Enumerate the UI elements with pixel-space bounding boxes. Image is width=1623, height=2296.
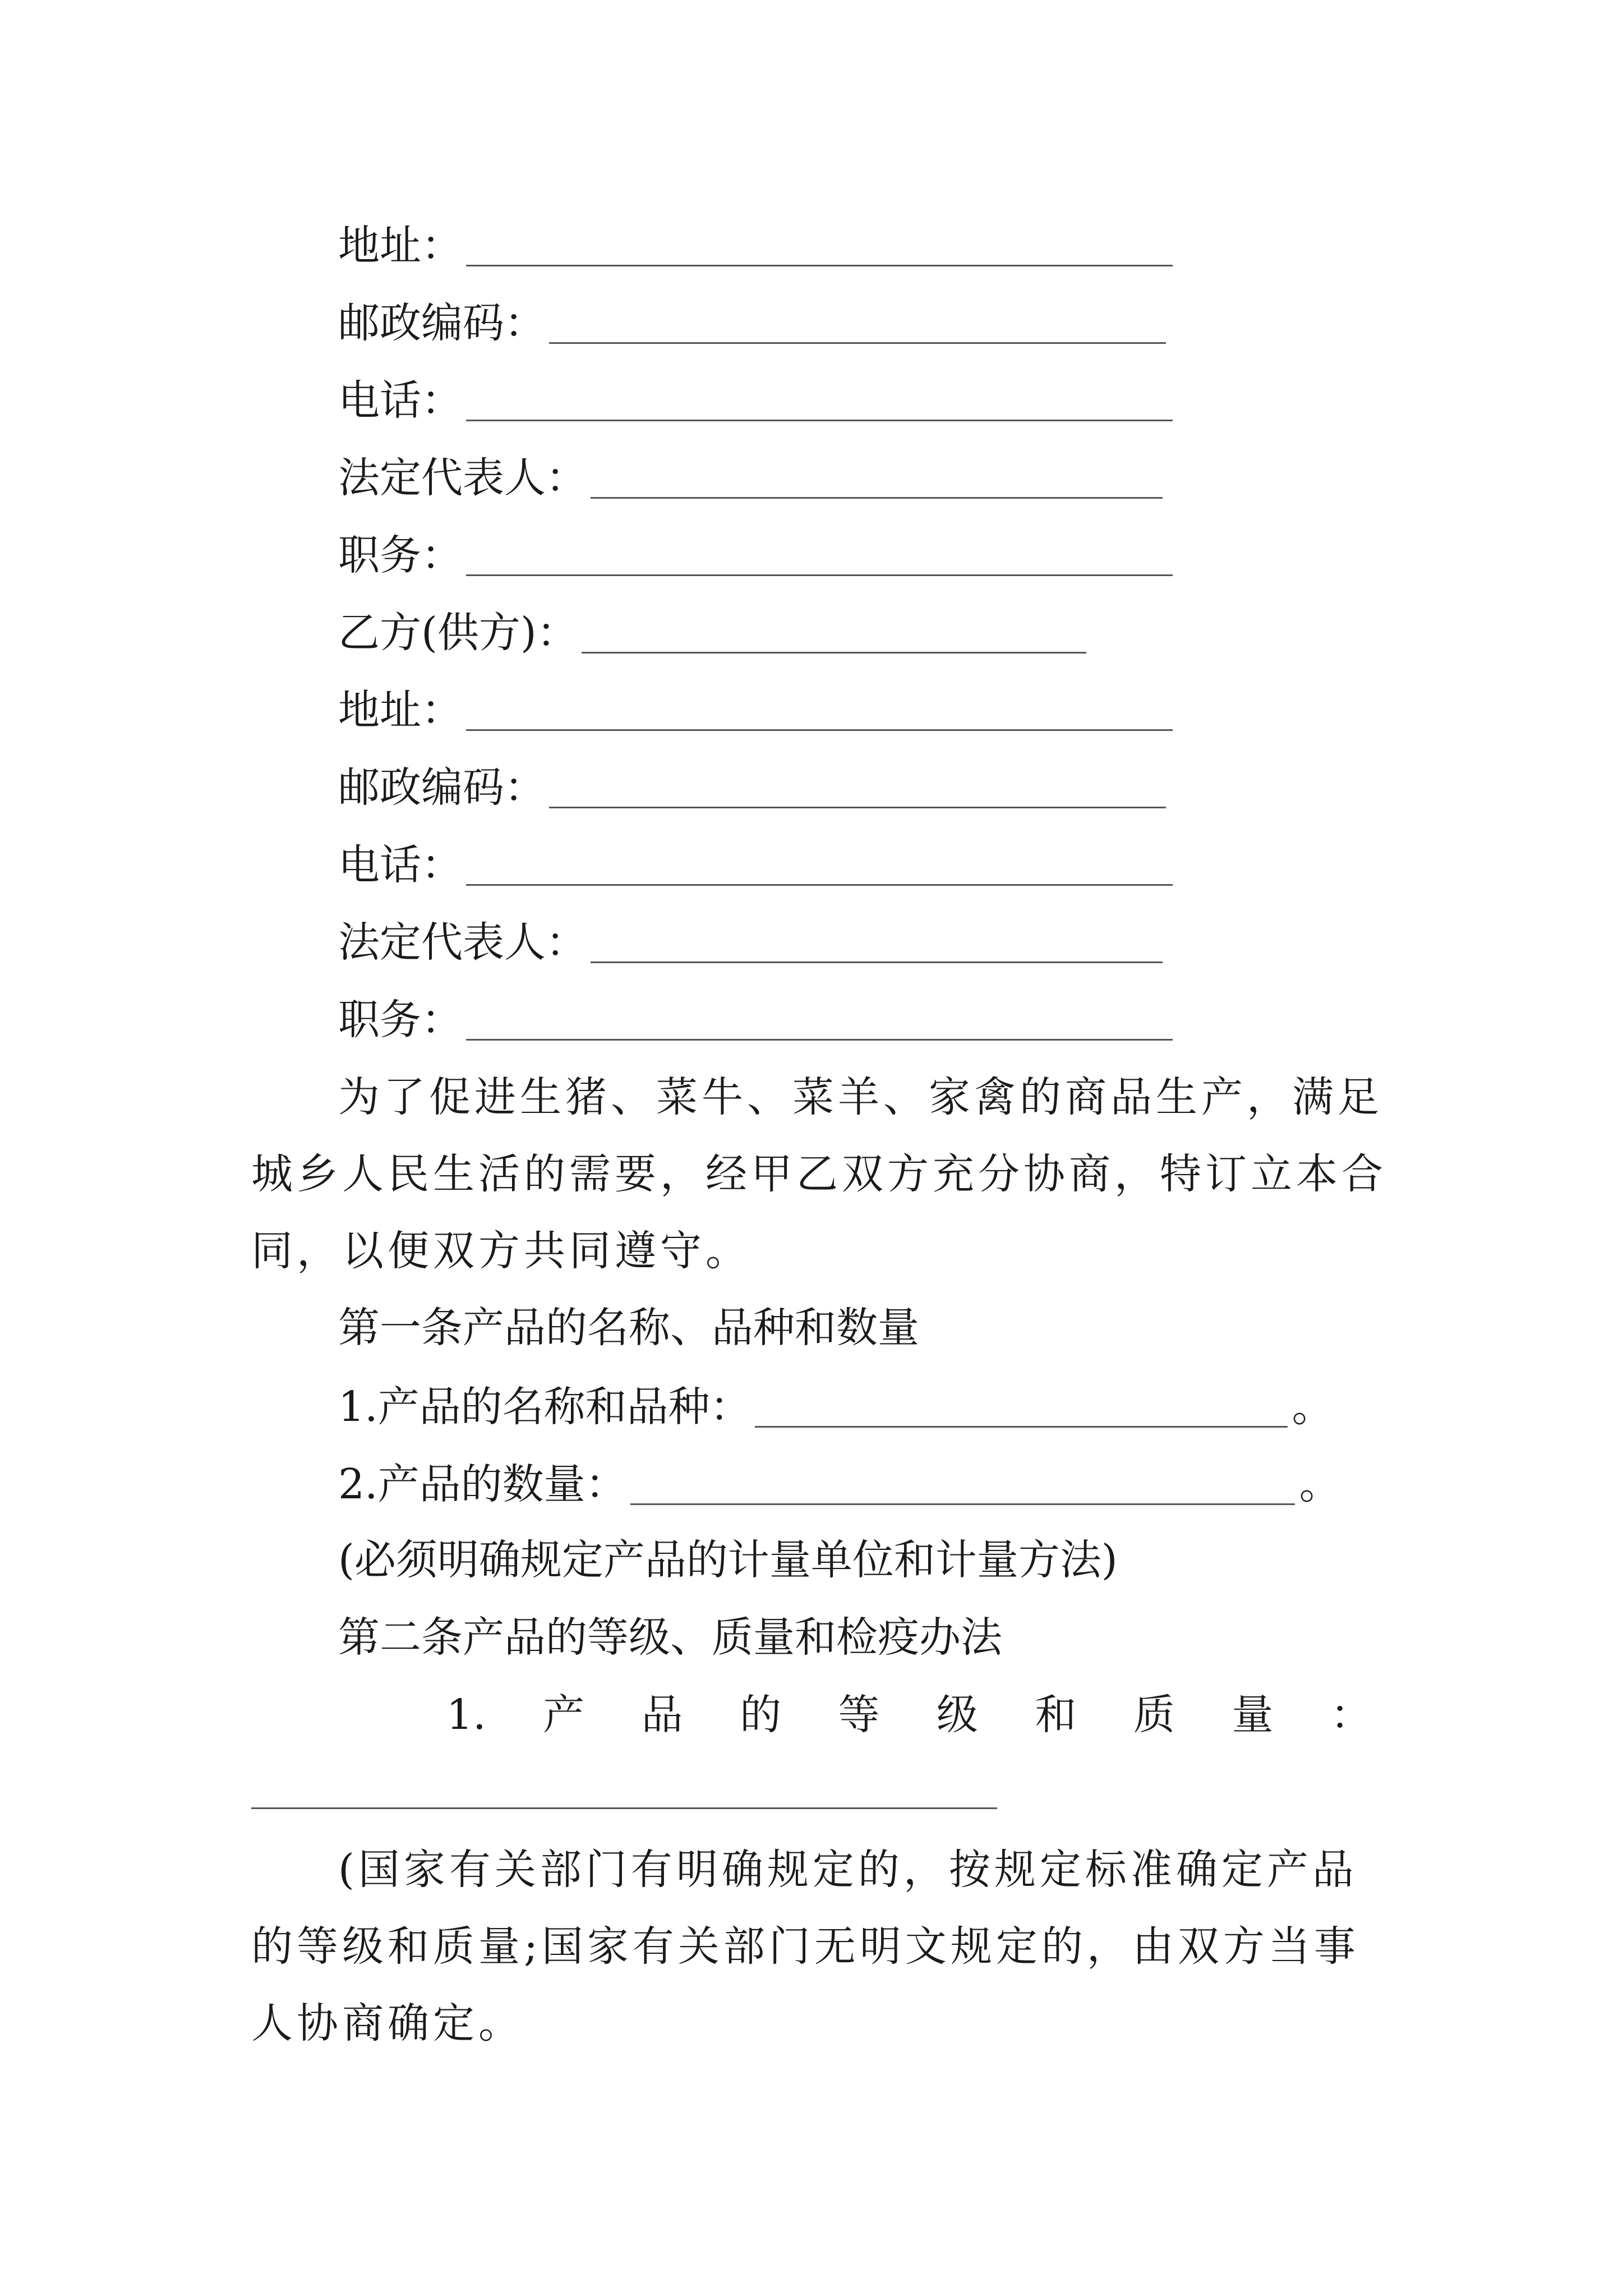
party-a-legal-rep-label: 法定代表人： (338, 454, 587, 502)
article-2-item-1-char: 级 (937, 1691, 979, 1739)
article-1-item-1-row (338, 1383, 1334, 1431)
party-b-position-label: 职务： (338, 996, 463, 1044)
party-b-phone-row (338, 841, 1173, 889)
article-1-note: (必须明确规定产品的计量单位和计量方法) (338, 1536, 1118, 1584)
party-b-legal-rep-blank[interactable] (591, 920, 1163, 963)
party-a-position-blank[interactable] (466, 533, 1173, 576)
party-a-legal-rep-row (338, 454, 1163, 502)
party-b-title-label: 乙方(供方)： (338, 609, 578, 657)
party-b-address-blank[interactable] (466, 688, 1173, 731)
party-b-phone-blank[interactable] (466, 843, 1173, 886)
article-1-item-1-label: 1.产品的名称和品种： (338, 1383, 751, 1431)
party-b-postcode-label: 邮政编码： (338, 763, 546, 812)
article-2-item-1-char: ： (1330, 1691, 1372, 1739)
party-b-legal-rep-label: 法定代表人： (338, 918, 587, 967)
article-1-item-1-suffix: 。 (1292, 1383, 1334, 1431)
party-b-address-label: 地址： (338, 686, 463, 734)
article-2-item-1-row (446, 1691, 1372, 1739)
party-a-postcode-row (338, 299, 1166, 347)
article-2-note-paragraph (251, 1832, 1387, 2062)
article-2-item-1-char: 量 (1232, 1691, 1274, 1739)
party-a-phone-row (338, 376, 1173, 425)
party-b-postcode-row (338, 763, 1166, 812)
article-2-item-1-char: 和 (1035, 1691, 1077, 1739)
party-a-postcode-label: 邮政编码： (338, 299, 546, 347)
article-2-item-1-char: 1. (446, 1691, 486, 1739)
article-2-item-1-char: 等 (838, 1691, 880, 1739)
party-a-address-blank[interactable] (466, 223, 1173, 266)
article-1-heading: 第一条产品的名称、品种和数量 (338, 1304, 919, 1352)
article-2-item-1-char: 产 (543, 1691, 585, 1739)
party-b-title-row (338, 609, 1086, 657)
party-a-address-label: 地址： (338, 222, 463, 270)
article-1-item-2-row (338, 1460, 1341, 1508)
party-b-position-blank[interactable] (466, 997, 1173, 1041)
intro-paragraph (251, 1059, 1387, 1290)
party-b-position-row (338, 996, 1173, 1044)
article-1-item-2-label: 2.产品的数量： (338, 1460, 627, 1508)
party-a-position-row (338, 531, 1173, 579)
article-2-note: (国家有关部门有明确规定的，按规定标准确定产品的等级和质量;国家有关部门无明文规定的，由双方当事人协商确定。 (251, 1846, 1359, 2047)
party-a-position-label: 职务： (338, 531, 463, 579)
article-2-item-1-char: 质 (1133, 1691, 1175, 1739)
article-2-heading: 第二条产品的等级、质量和检疫办法 (338, 1613, 1002, 1662)
article-2-item-1-blank[interactable] (251, 1807, 997, 1809)
party-a-legal-rep-blank[interactable] (591, 455, 1163, 499)
intro-text: 为了促进生猪、菜牛、菜羊、家禽的商品生产，满足城乡人民生活的需要，经甲乙双方充分协商，特订立本合同，以便双方共同遵守。 (251, 1073, 1387, 1275)
article-1-item-1-blank[interactable] (755, 1384, 1288, 1428)
article-2-item-1-char: 的 (740, 1691, 782, 1739)
party-b-postcode-blank[interactable] (549, 765, 1166, 808)
article-2-item-1-char: 品 (641, 1691, 683, 1739)
party-b-legal-rep-row (338, 918, 1163, 967)
article-1-item-2-blank[interactable] (630, 1462, 1295, 1505)
article-1-item-2-suffix: 。 (1299, 1460, 1341, 1508)
party-a-phone-blank[interactable] (466, 378, 1173, 421)
party-b-name-blank[interactable] (582, 610, 1086, 654)
party-b-phone-label: 电话： (338, 841, 463, 889)
party-a-address-row (338, 222, 1173, 270)
party-a-postcode-blank[interactable] (549, 301, 1166, 344)
party-b-address-row (338, 686, 1173, 734)
party-a-phone-label: 电话： (338, 376, 463, 425)
